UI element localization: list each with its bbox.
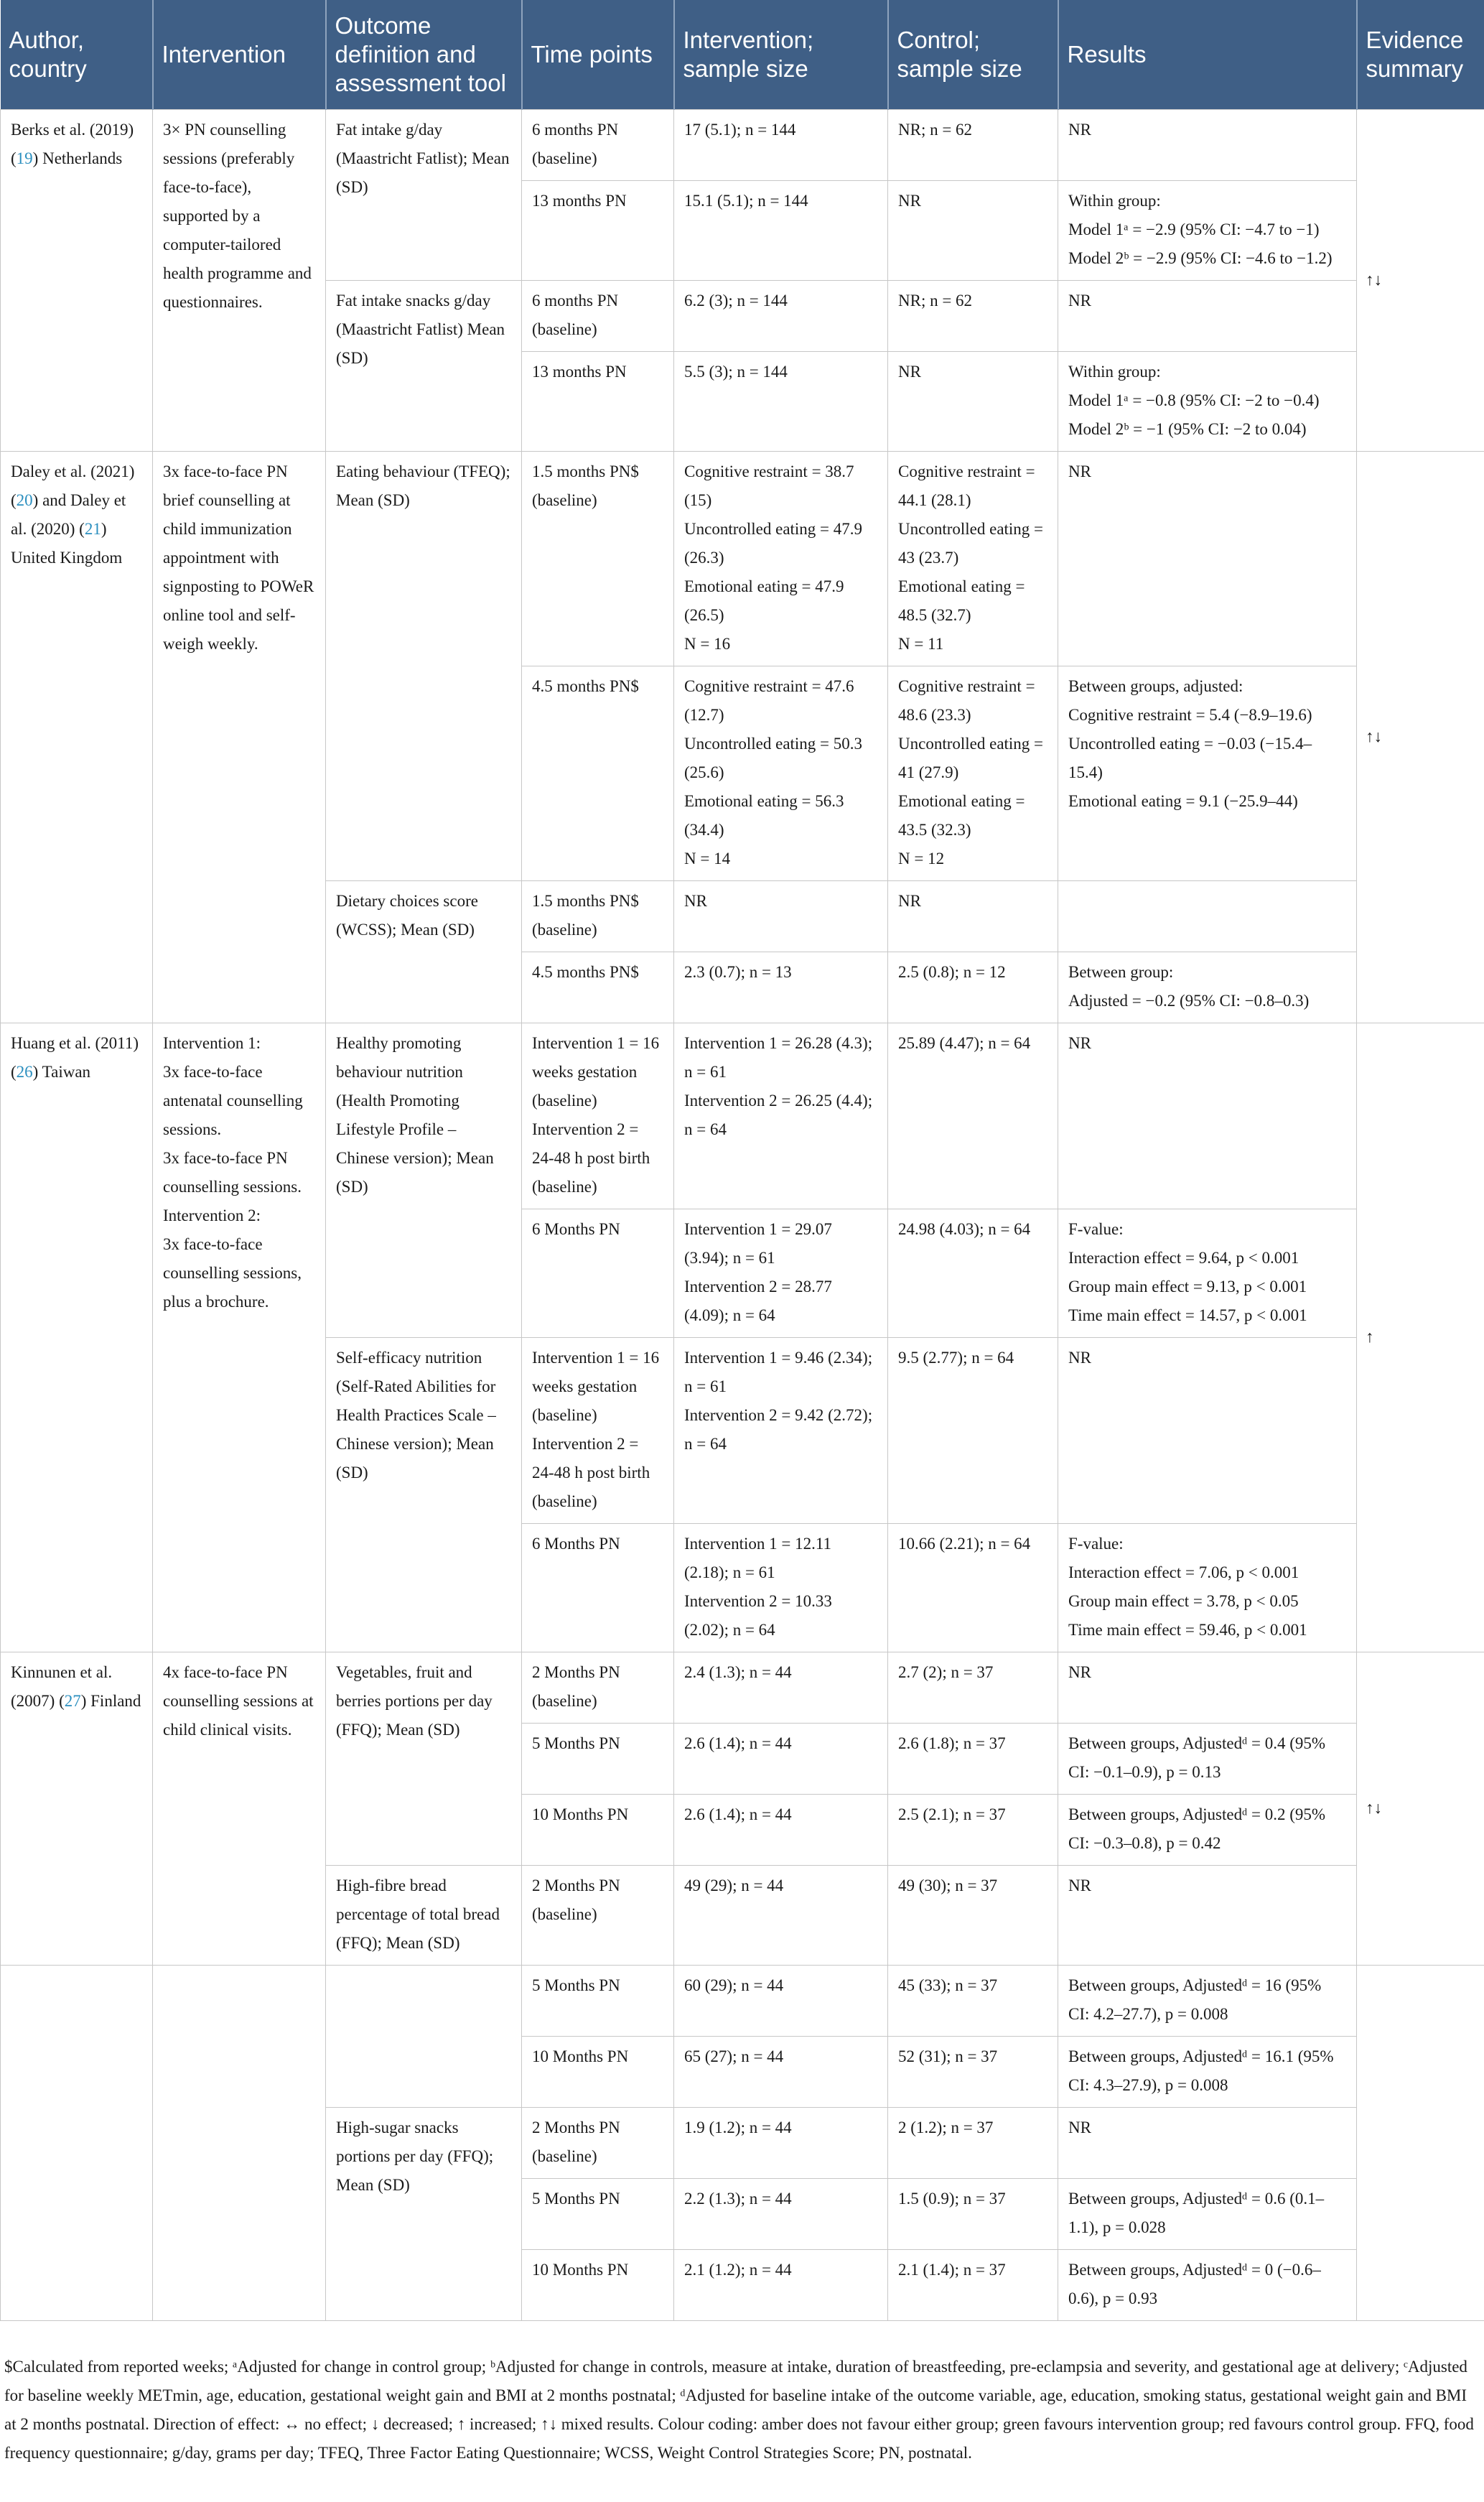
author-cell: Huang et al. (2011) (26) Taiwan bbox=[1, 1023, 153, 1652]
intervention-value-cell: 2.4 (1.3); n = 44 bbox=[674, 1652, 888, 1724]
intervention-cell: Intervention 1: 3x face-to-face antenatal counselling sessions. 3x face-to-face PN counselling sessions. Intervention 2: 3x face-to-face counselling sessions, plus a brochure. bbox=[153, 1023, 326, 1652]
intervention-cell: 3x face-to-face PN brief counselling at child immunization appointment with signposting to POWeR online tool and self-weigh weekly. bbox=[153, 452, 326, 1023]
outcome-cell: Eating behaviour (TFEQ); Mean (SD) bbox=[326, 452, 522, 881]
result-cell: Between groups, Adjustedᵈ = 0 (−0.6–0.6), p = 0.93 bbox=[1058, 2250, 1357, 2321]
control-value-cell: 2.7 (2); n = 37 bbox=[888, 1652, 1058, 1724]
intervention-value-cell: 1.9 (1.2); n = 44 bbox=[674, 2108, 888, 2179]
time-cell: 10 Months PN bbox=[522, 1795, 674, 1866]
table-body bbox=[1, 110, 1484, 2321]
result-cell: Between groups, Adjustedᵈ = 16 (95% CI: 4.2–27.7), p = 0.008 bbox=[1058, 1966, 1357, 2037]
time-cell: 13 months PN bbox=[522, 352, 674, 452]
evidence-summary-cell-empty bbox=[1357, 1966, 1484, 2321]
reference-link[interactable]: 19 bbox=[16, 149, 33, 167]
evidence-summary-cell: ↑ bbox=[1357, 1023, 1484, 1652]
time-cell: 10 Months PN bbox=[522, 2250, 674, 2321]
evidence-summary-cell: ↑↓ bbox=[1357, 452, 1484, 1023]
control-value-cell: NR; n = 62 bbox=[888, 281, 1058, 352]
outcome-cell: Fat intake snacks g/day (Maastricht Fatlist) Mean (SD) bbox=[326, 281, 522, 452]
evidence-summary-cell: ↑↓ bbox=[1357, 1652, 1484, 1966]
outcome-cell-empty bbox=[326, 1966, 522, 2108]
header-evidence: Evidence summary bbox=[1357, 0, 1484, 110]
header-time-points: Time points bbox=[522, 0, 674, 110]
reference-link[interactable]: 26 bbox=[16, 1063, 33, 1081]
time-cell: 13 months PN bbox=[522, 181, 674, 281]
time-cell: 2 Months PN (baseline) bbox=[522, 1652, 674, 1724]
result-cell: NR bbox=[1058, 2108, 1357, 2179]
result-cell: NR bbox=[1058, 1023, 1357, 1209]
header-outcome: Outcome definition and assessment tool bbox=[326, 0, 522, 110]
intervention-value-cell: 65 (27); n = 44 bbox=[674, 2037, 888, 2108]
time-cell: 6 Months PN bbox=[522, 1209, 674, 1338]
header-intervention-sample: Intervention; sample size bbox=[674, 0, 888, 110]
author-cell-empty bbox=[1, 1966, 153, 2321]
time-cell: 4.5 months PN$ bbox=[522, 952, 674, 1023]
result-cell: Within group: Model 1ᵃ = −0.8 (95% CI: −2 to −0.4) Model 2ᵇ = −1 (95% CI: −2 to 0.04) bbox=[1058, 352, 1357, 452]
table-row bbox=[1, 452, 1484, 666]
time-cell: 1.5 months PN$ (baseline) bbox=[522, 881, 674, 952]
intervention-value-cell: NR bbox=[674, 881, 888, 952]
control-value-cell: Cognitive restraint = 48.6 (23.3) Uncontrolled eating = 41 (27.9) Emotional eating = 43.5 (32.3) N = 12 bbox=[888, 666, 1058, 881]
time-cell: 5 Months PN bbox=[522, 1966, 674, 2037]
control-value-cell: 2.6 (1.8); n = 37 bbox=[888, 1724, 1058, 1795]
time-cell: Intervention 1 = 16 weeks gestation (baseline) Intervention 2 = 24-48 h post birth (baseline) bbox=[522, 1338, 674, 1524]
result-cell: NR bbox=[1058, 281, 1357, 352]
reference-link[interactable]: 21 bbox=[84, 520, 101, 538]
intervention-cell-empty bbox=[153, 1966, 326, 2321]
result-cell: F-value: Interaction effect = 9.64, p < 0.001 Group main effect = 9.13, p < 0.001 Time main effect = 14.57, p < 0.001 bbox=[1058, 1209, 1357, 1338]
table-row bbox=[1, 1023, 1484, 1209]
result-cell: NR bbox=[1058, 1652, 1357, 1724]
outcome-cell: High-fibre bread percentage of total bread (FFQ); Mean (SD) bbox=[326, 1866, 522, 1966]
control-value-cell: 2.5 (2.1); n = 37 bbox=[888, 1795, 1058, 1866]
result-cell: Between groups, Adjustedᵈ = 0.4 (95% CI: −0.1–0.9), p = 0.13 bbox=[1058, 1724, 1357, 1795]
intervention-value-cell: 2.6 (1.4); n = 44 bbox=[674, 1724, 888, 1795]
result-cell: Between groups, Adjustedᵈ = 16.1 (95% CI: 4.3–27.9), p = 0.008 bbox=[1058, 2037, 1357, 2108]
outcome-cell: Vegetables, fruit and berries portions per day (FFQ); Mean (SD) bbox=[326, 1652, 522, 1866]
intervention-value-cell: 6.2 (3); n = 144 bbox=[674, 281, 888, 352]
intervention-value-cell: Cognitive restraint = 47.6 (12.7) Uncontrolled eating = 50.3 (25.6) Emotional eating = 56.3 (34.4) N = 14 bbox=[674, 666, 888, 881]
header-row bbox=[1, 0, 1484, 110]
author-cell: Kinnunen et al. (2007) (27) Finland bbox=[1, 1652, 153, 1966]
result-cell: Within group: Model 1ᵃ = −2.9 (95% CI: −4.7 to −1) Model 2ᵇ = −2.9 (95% CI: −4.6 to −1.2) bbox=[1058, 181, 1357, 281]
reference-link[interactable]: 20 bbox=[16, 491, 33, 509]
outcome-cell: Fat intake g/day (Maastricht Fatlist); Mean (SD) bbox=[326, 110, 522, 281]
control-value-cell: NR bbox=[888, 881, 1058, 952]
time-cell: 6 months PN (baseline) bbox=[522, 281, 674, 352]
time-cell: 5 Months PN bbox=[522, 1724, 674, 1795]
result-cell: Between group: Adjusted = −0.2 (95% CI: −0.8–0.3) bbox=[1058, 952, 1357, 1023]
result-cell: Between groups, Adjustedᵈ = 0.6 (0.1–1.1), p = 0.028 bbox=[1058, 2179, 1357, 2250]
time-cell: 2 Months PN (baseline) bbox=[522, 2108, 674, 2179]
table-row bbox=[1, 110, 1484, 181]
table-header bbox=[1, 0, 1484, 110]
control-value-cell: 25.89 (4.47); n = 64 bbox=[888, 1023, 1058, 1209]
intervention-value-cell: 2.2 (1.3); n = 44 bbox=[674, 2179, 888, 2250]
control-value-cell: Cognitive restraint = 44.1 (28.1) Uncontrolled eating = 43 (23.7) Emotional eating = 48.5 (32.7) N = 11 bbox=[888, 452, 1058, 666]
result-cell: Between groups, adjusted: Cognitive restraint = 5.4 (−8.9–19.6) Uncontrolled eating = −0.03 (−15.4–15.4) Emotional eating = 9.1 (−25.9–44) bbox=[1058, 666, 1357, 881]
intervention-value-cell: Cognitive restraint = 38.7 (15) Uncontrolled eating = 47.9 (26.3) Emotional eating = 47.9 (26.5) N = 16 bbox=[674, 452, 888, 666]
author-cell: Berks et al. (2019) (19) Netherlands bbox=[1, 110, 153, 452]
header-control-sample: Control; sample size bbox=[888, 0, 1058, 110]
header-results: Results bbox=[1058, 0, 1357, 110]
intervention-value-cell: 2.6 (1.4); n = 44 bbox=[674, 1795, 888, 1866]
intervention-value-cell: Intervention 1 = 12.11 (2.18); n = 61 Intervention 2 = 10.33 (2.02); n = 64 bbox=[674, 1524, 888, 1652]
author-cell: Daley et al. (2021) (20) and Daley et al. (2020) (21) United Kingdom bbox=[1, 452, 153, 1023]
intervention-value-cell: 17 (5.1); n = 144 bbox=[674, 110, 888, 181]
intervention-value-cell: 60 (29); n = 44 bbox=[674, 1966, 888, 2037]
result-cell bbox=[1058, 881, 1357, 952]
intervention-value-cell: 49 (29); n = 44 bbox=[674, 1866, 888, 1966]
footnote-text: $Calculated from reported weeks; ᵃAdjusted for change in control group; ᵇAdjusted for change in controls, measure at intake, duration of breastfeeding, pre-eclampsia and severity, and gestational age at delivery; ᶜAdjusted for baseline weekly METmin, age, education, gestational weight gain and BMI at 2 months postnatal; ᵈAdjusted for baseline intake of the outcome variable, age, education, smoking status, gestational weight gain and BMI at 2 months postnatal. Direction of effect: ↔ no effect; ↓ decreased; ↑ increased; ↑↓ mixed results. Colour coding: amber does not favour either group; green favours intervention group; red favours control group. FFQ, food frequency questionnaire; g/day, grams per day; TFEQ, Three Factor Eating Questionnaire; WCSS, Weight Control Strategies Score; PN, postnatal. bbox=[4, 2358, 1474, 2462]
evidence-summary-cell: ↑↓ bbox=[1357, 110, 1484, 452]
control-value-cell: 49 (30); n = 37 bbox=[888, 1866, 1058, 1966]
table-row bbox=[1, 1652, 1484, 1724]
time-cell: 1.5 months PN$ (baseline) bbox=[522, 452, 674, 666]
header-author: Author, country bbox=[1, 0, 153, 110]
control-value-cell: NR bbox=[888, 352, 1058, 452]
time-cell: 6 Months PN bbox=[522, 1524, 674, 1652]
control-value-cell: 45 (33); n = 37 bbox=[888, 1966, 1058, 2037]
control-value-cell: 52 (31); n = 37 bbox=[888, 2037, 1058, 2108]
control-value-cell: NR; n = 62 bbox=[888, 110, 1058, 181]
result-cell: NR bbox=[1058, 1866, 1357, 1966]
control-value-cell: 24.98 (4.03); n = 64 bbox=[888, 1209, 1058, 1338]
time-cell: 2 Months PN (baseline) bbox=[522, 1866, 674, 1966]
result-cell: F-value: Interaction effect = 7.06, p < 0.001 Group main effect = 3.78, p < 0.05 Time main effect = 59.46, p < 0.001 bbox=[1058, 1524, 1357, 1652]
result-cell: NR bbox=[1058, 1338, 1357, 1524]
control-value-cell: 10.66 (2.21); n = 64 bbox=[888, 1524, 1058, 1652]
outcome-cell: Dietary choices score (WCSS); Mean (SD) bbox=[326, 881, 522, 1023]
intervention-cell: 3× PN counselling sessions (preferably face-to-face), supported by a computer-tailored health programme and questionnaires. bbox=[153, 110, 326, 452]
control-value-cell: 2.1 (1.4); n = 37 bbox=[888, 2250, 1058, 2321]
intervention-value-cell: 5.5 (3); n = 144 bbox=[674, 352, 888, 452]
outcome-cell: Healthy promoting behaviour nutrition (Health Promoting Lifestyle Profile – Chinese version); Mean (SD) bbox=[326, 1023, 522, 1338]
time-cell: Intervention 1 = 16 weeks gestation (baseline) Intervention 2 = 24-48 h post birth (baseline) bbox=[522, 1023, 674, 1209]
time-cell: 4.5 months PN$ bbox=[522, 666, 674, 881]
result-cell: NR bbox=[1058, 110, 1357, 181]
outcome-cell: High-sugar snacks portions per day (FFQ); Mean (SD) bbox=[326, 2108, 522, 2321]
intervention-value-cell: Intervention 1 = 26.28 (4.3); n = 61 Intervention 2 = 26.25 (4.4); n = 64 bbox=[674, 1023, 888, 1209]
intervention-value-cell: Intervention 1 = 9.46 (2.34); n = 61 Intervention 2 = 9.42 (2.72); n = 64 bbox=[674, 1338, 888, 1524]
table-row bbox=[1, 1966, 1484, 2037]
intervention-cell: 4x face-to-face PN counselling sessions at child clinical visits. bbox=[153, 1652, 326, 1966]
control-value-cell: 1.5 (0.9); n = 37 bbox=[888, 2179, 1058, 2250]
header-intervention: Intervention bbox=[153, 0, 326, 110]
time-cell: 5 Months PN bbox=[522, 2179, 674, 2250]
intervention-value-cell: 15.1 (5.1); n = 144 bbox=[674, 181, 888, 281]
outcome-cell: Self-efficacy nutrition (Self-Rated Abilities for Health Practices Scale – Chinese version); Mean (SD) bbox=[326, 1338, 522, 1652]
reference-link[interactable]: 27 bbox=[64, 1692, 81, 1710]
intervention-value-cell: 2.3 (0.7); n = 13 bbox=[674, 952, 888, 1023]
control-value-cell: 2 (1.2); n = 37 bbox=[888, 2108, 1058, 2179]
intervention-value-cell: 2.1 (1.2); n = 44 bbox=[674, 2250, 888, 2321]
control-value-cell: 2.5 (0.8); n = 12 bbox=[888, 952, 1058, 1023]
time-cell: 10 Months PN bbox=[522, 2037, 674, 2108]
intervention-value-cell: Intervention 1 = 29.07 (3.94); n = 61 Intervention 2 = 28.77 (4.09); n = 64 bbox=[674, 1209, 888, 1338]
result-cell: Between groups, Adjustedᵈ = 0.2 (95% CI: −0.3–0.8), p = 0.42 bbox=[1058, 1795, 1357, 1866]
time-cell: 6 months PN (baseline) bbox=[522, 110, 674, 181]
control-value-cell: NR bbox=[888, 181, 1058, 281]
control-value-cell: 9.5 (2.77); n = 64 bbox=[888, 1338, 1058, 1524]
table-footnotes bbox=[4, 2353, 1476, 2468]
result-cell: NR bbox=[1058, 452, 1357, 666]
